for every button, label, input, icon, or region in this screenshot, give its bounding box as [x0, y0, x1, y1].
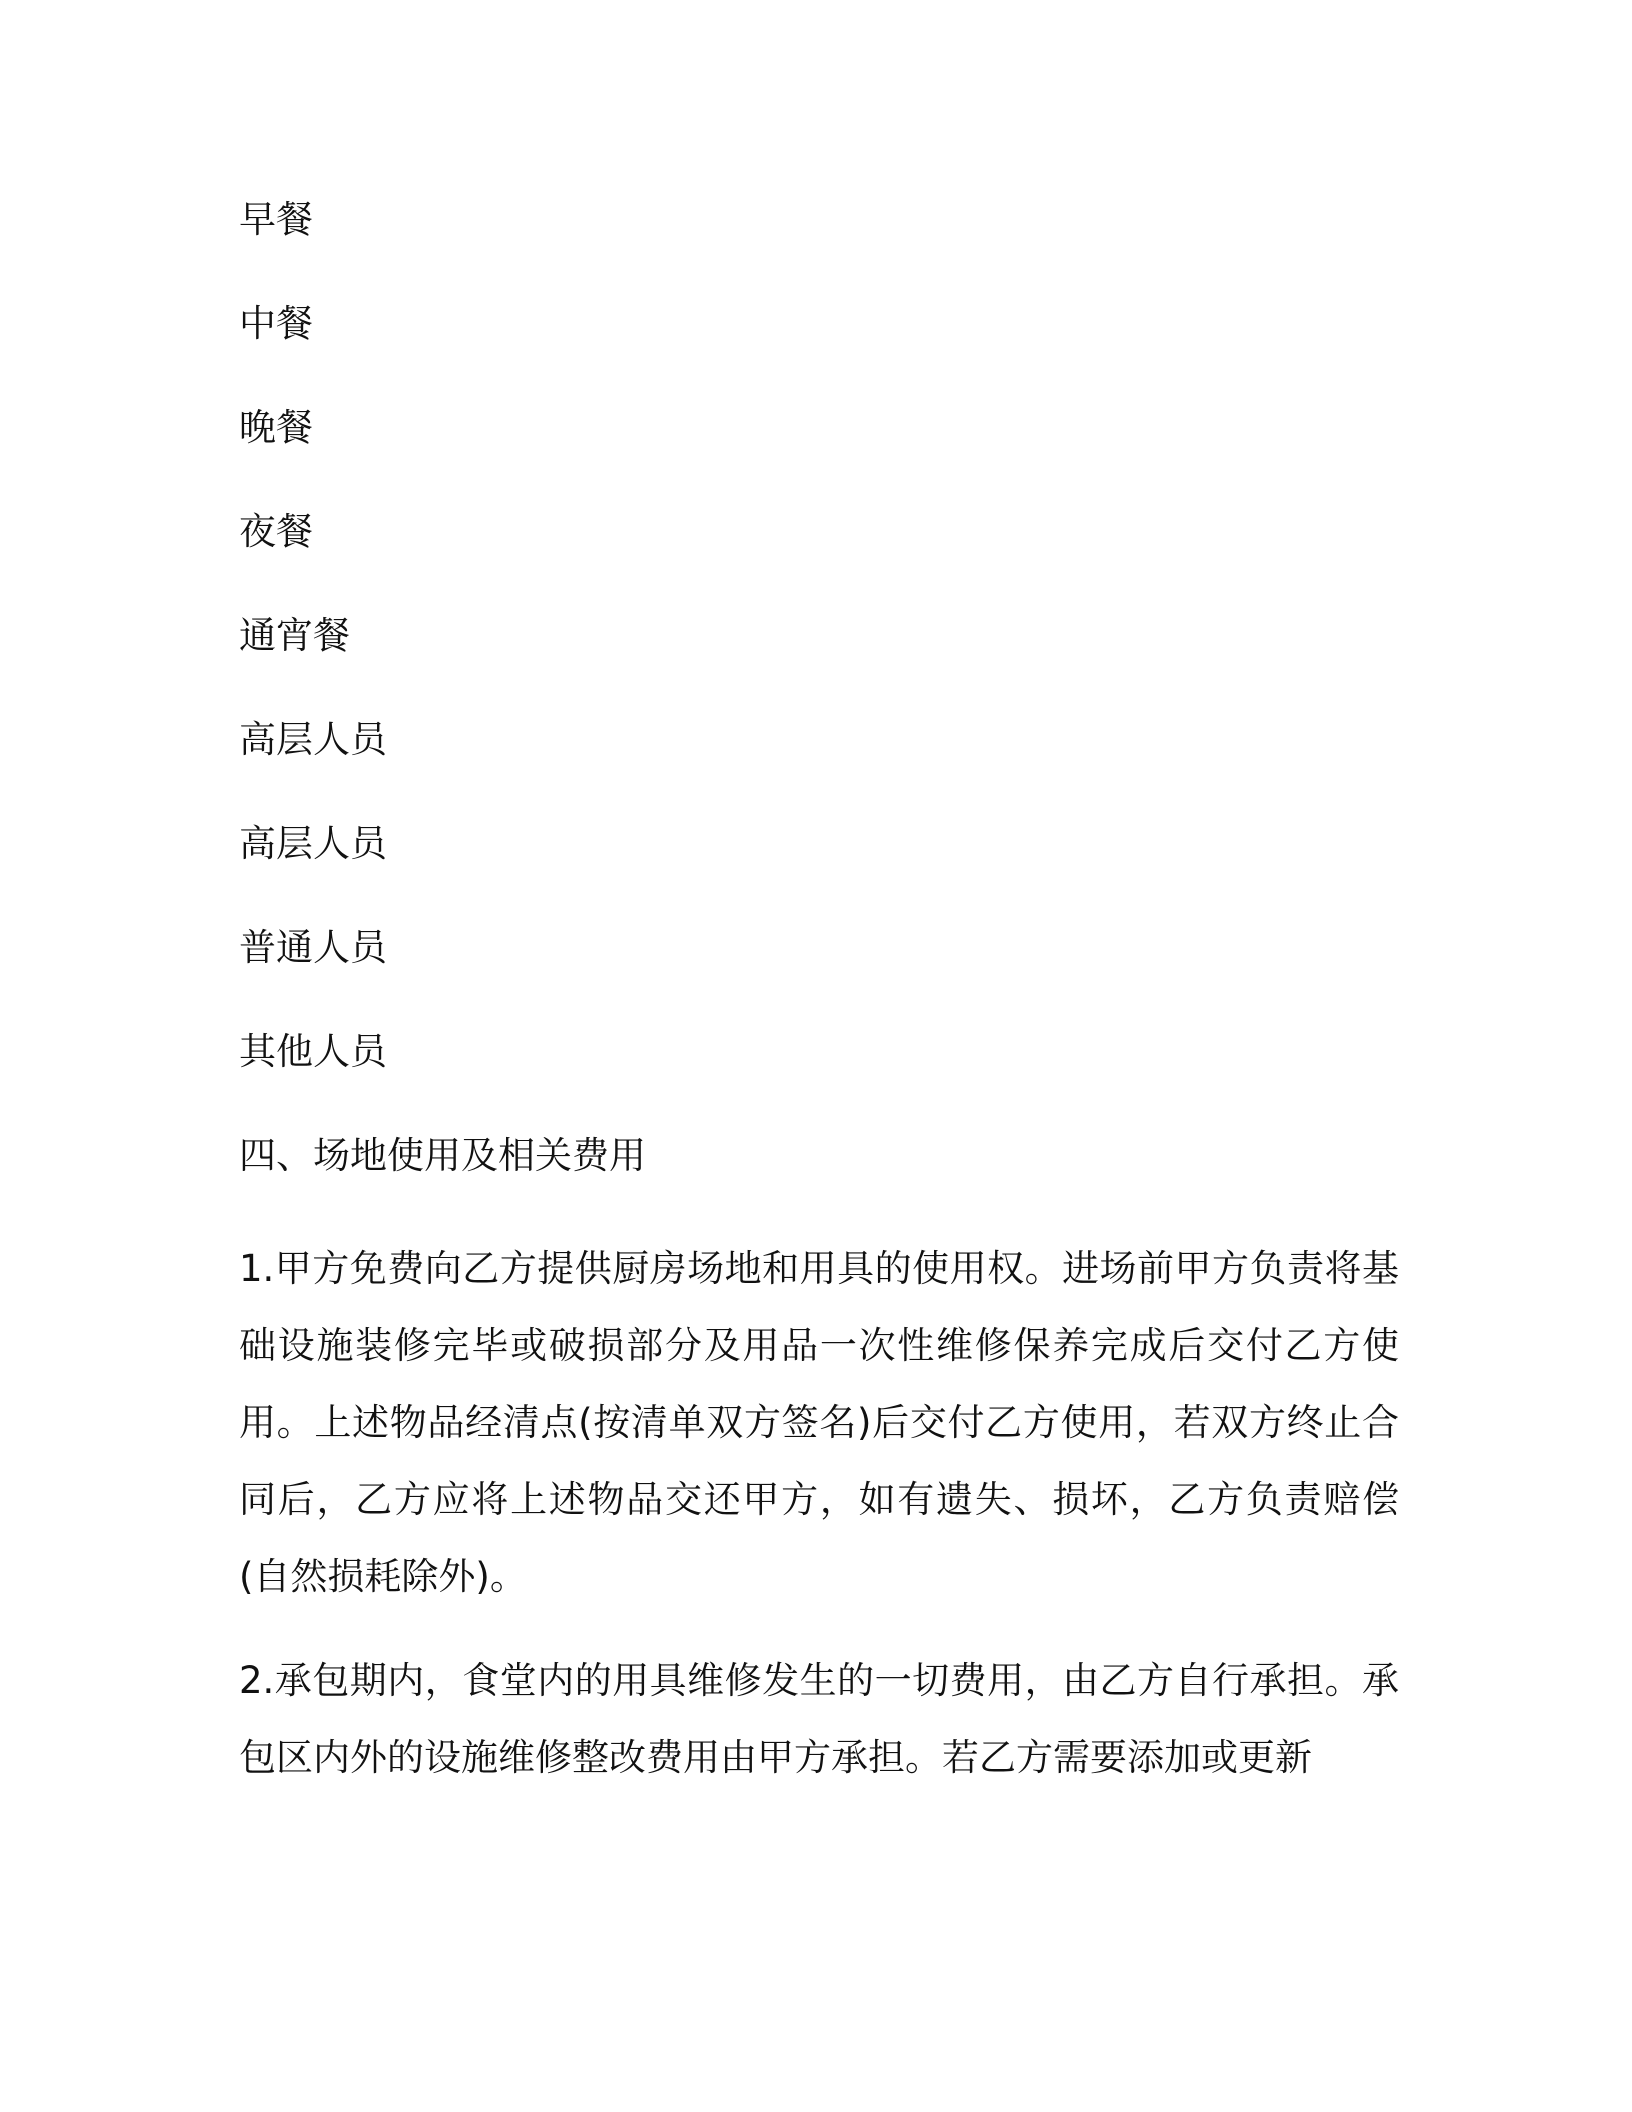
staff-item-ordinary: 普通人员 — [239, 926, 387, 969]
document-page — [239, 190, 1399, 1823]
meal-item-dinner: 晚餐 — [239, 406, 313, 449]
meal-item-overnight-meal: 通宵餐 — [239, 614, 350, 657]
paragraph-2: 2.承包期内，食堂内的用具维修发生的一切费用，由乙方自行承担。承包区内外的设施维修整改费用由甲方承担。若乙方需要添加或更新 — [239, 1659, 1399, 1779]
meal-item-lunch: 中餐 — [239, 302, 313, 345]
paragraph-1: 1.甲方免费向乙方提供厨房场地和用具的使用权。进场前甲方负责将基础设施装修完毕或破损部分及用品一次性维修保养完成后交付乙方使用。上述物品经清点(按清单双方签名)后交付乙方使用，若双方终止合同后，乙方应将上述物品交还甲方，如有遗失、损坏，乙方负责赔偿(自然损耗除外)。 — [239, 1247, 1399, 1598]
meal-item-night-meal: 夜餐 — [239, 510, 313, 553]
staff-item-senior-1: 高层人员 — [239, 718, 387, 761]
staff-item-other: 其他人员 — [239, 1030, 387, 1073]
section-heading: 四、场地使用及相关费用 — [239, 1134, 646, 1177]
meal-item-breakfast: 早餐 — [239, 198, 313, 241]
staff-item-senior-2: 高层人员 — [239, 822, 387, 865]
